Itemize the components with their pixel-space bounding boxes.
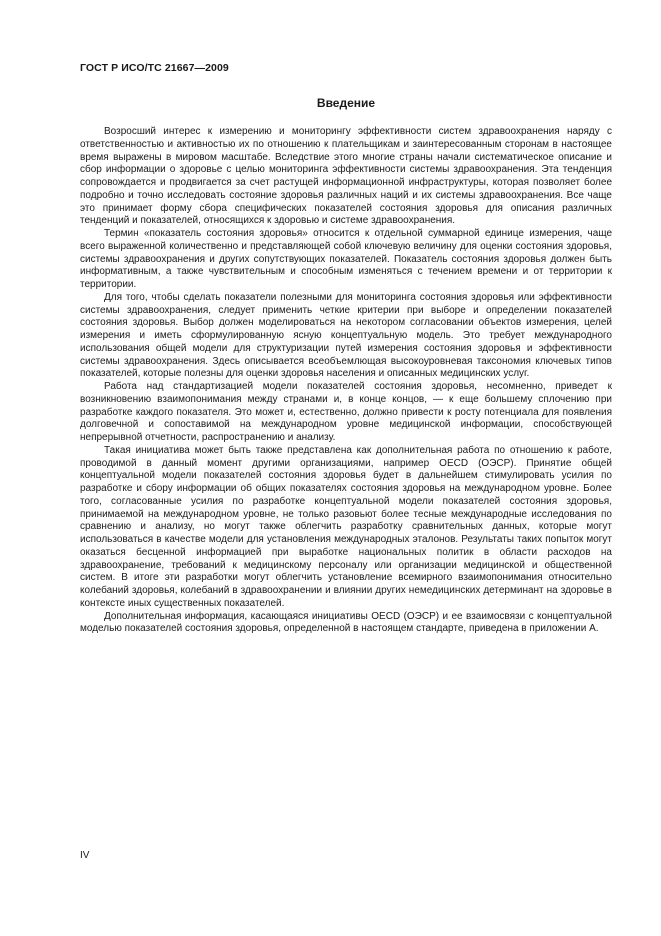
paragraph-3: Для того, чтобы сделать показатели полезными для мониторинга состояния здоровья или эффективности системы здравоохранения, следует применить четкие критерии при выборе и определении показателей состояния здоровья. Выбор должен моделироваться на некотором согласовании объектов измерения, целей измерения и иметь сформулированную ясную концептуальную модель. Это требует международного использования общей модели для структуризации путей измерения состояния здоровья и эффективности системы здравоохранения. Здесь описывается всеобъемлющая высокоуровневая таксономия ключевых типов показателей, которые полезны для оценки здоровья населения и описанных медицинских услуг. xyxy=(80,291,612,380)
paragraph-5: Такая инициатива может быть также представлена как дополнительная работа по отношению к работе, проводимой в данный момент другими организациями, например OECD (ОЭСР). Принятие общей концептуальной модели показателей состояния здоровья будет в дальнейшем стимулировать усилия по разработке и сбору информации об общих показателях состояния здоровья на международном уровне. Более того, согласованные усилия по разработке концептуальной модели показателей состояния здоровья, принимаемой на международном уровне, не только разовьют более тесные международные исследования по сравнению и анализу, но могут также облегчить разработку сравнительных данных, которые могут использоваться в качестве модели для установления международных эталонов. Результаты таких попыток могут оказаться бесценной информацией при выработке национальных политик в области расходов на здравоохранение, требований к медицинскому персоналу или организации медицинской и общественной систем. В итоге эти разработки могут облегчить установление всемирного взаимопонимания относительно колебаний здоровья, колебаний в здравоохранении и влиянии других немедицинских детерминант на здоровье в контексте иных существенных показателей. xyxy=(80,444,612,609)
document-header: ГОСТ Р ИСО/ТС 21667—2009 xyxy=(80,62,229,74)
paragraph-1: Возросший интерес к измерению и мониторингу эффективности систем здравоохранения наряду с ответственностью и активностью их по отношению к плательщикам и заинтересованным сторонам в настоящее время выражены в мировом масштабе. Вследствие этого многие страны начали систематическое описание и сбор информации о здоровье с целью мониторинга эффективности системы здравоохранения. Эта тенденция сопровождается и продвигается за счет растущей информационной инфраструктуры, которая позволяет более подробно и точно исследовать состояние здоровья различных наций и их системы здравоохранения. Все чаще это принимает форму сбора специфических показателей состояния здоровья для описания различных тенденций и показателей, относящихся к здоровью и системе здравоохранения. xyxy=(80,126,612,227)
page-number: IV xyxy=(80,850,90,861)
paragraph-2: Термин «показатель состояния здоровья» относится к отдельной суммарной единице измерения, чаще всего выраженной количественно и представляющей собой ключевую величину для оценки состояния здоровья, системы здравоохранения и других сопутствующих показателей. Показатель состояния здоровья должен быть информативным, а также чувствительным и способным изменяться с течением времени и от территории к территории. xyxy=(80,228,612,290)
body-text xyxy=(80,126,612,636)
section-title: Введение xyxy=(316,96,376,110)
paragraph-4: Работа над стандартизацией модели показателей состояния здоровья, несомненно, приведет к возникновению взаимопонимания между странами и, в конце концов, — к еще большему сплочению при разработке каждого показателя. Это может и, естественно, должно привести к росту потенциала для появления долговечной и сопоставимой на международном уровне медицинской информации, способствующей непрерывной отчетности, распространению и анализу. xyxy=(80,381,612,443)
paragraph-6: Дополнительная информация, касающаяся инициативы OECD (ОЭСР) и ее взаимосвязи с концептуальной моделью показателей состояния здоровья, определенной в настоящем стандарте, приведена в приложении А. xyxy=(80,610,612,635)
